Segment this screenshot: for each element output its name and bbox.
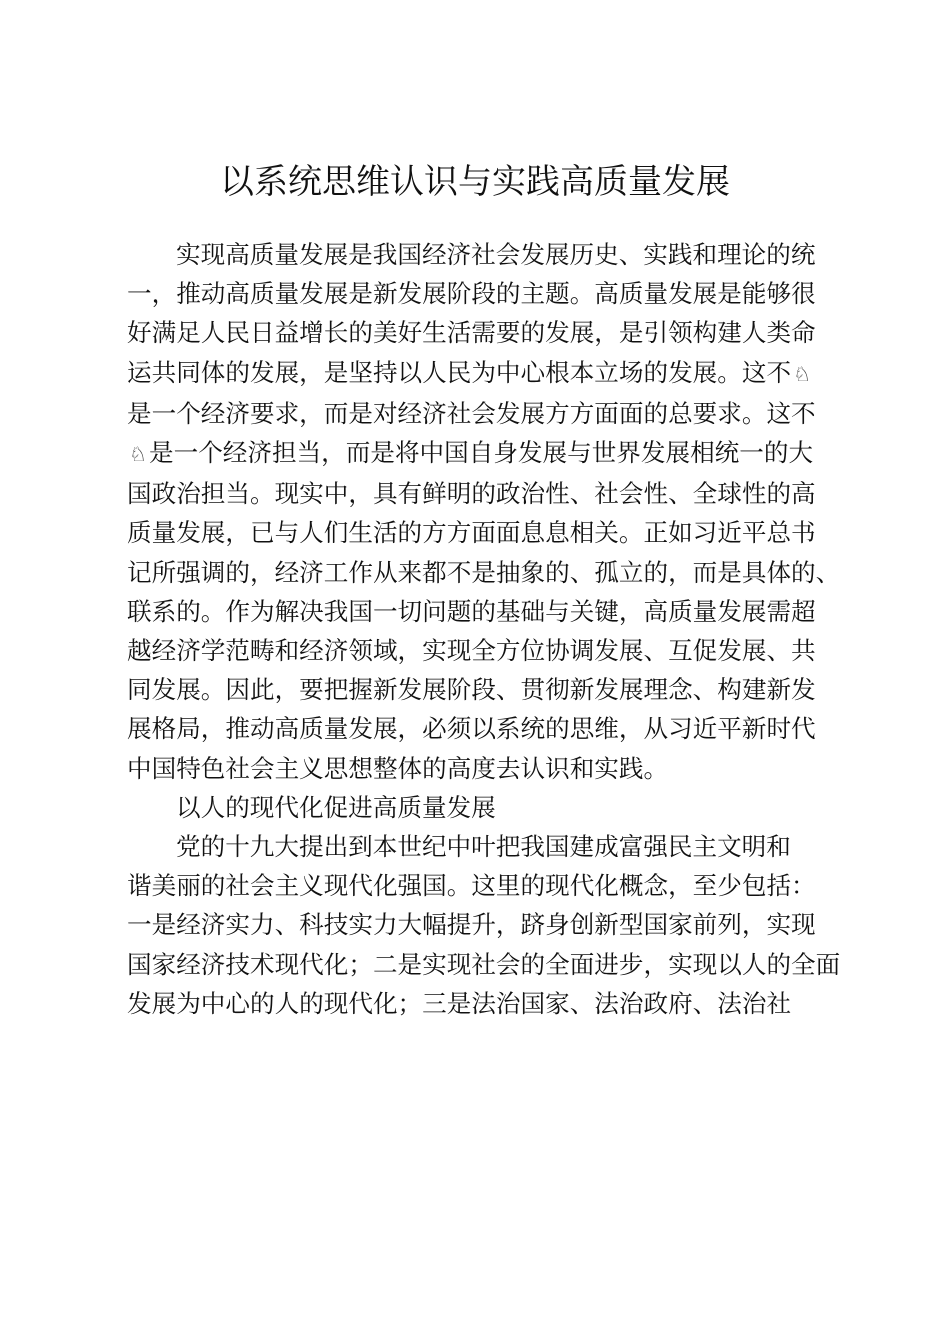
paragraph-line-text: 是一个经济担当，而是将中国自身发展与世界发展相统一的大 bbox=[149, 438, 814, 468]
paragraph-line: 展格局，推动高质量发展，必须以系统的思维，从习近平新时代 bbox=[127, 714, 816, 744]
paragraph-line: 国政治担当。现实中，具有鲜明的政治性、社会性、全球性的高 bbox=[127, 479, 816, 509]
paragraph-line: 党的十九大提出到本世纪中叶把我国建成富强民主文明和 bbox=[176, 832, 791, 862]
paragraph-line: 中国特色社会主义思想整体的高度去认识和实践。 bbox=[127, 753, 669, 783]
paragraph-line: 发展为中心的人的现代化；三是法治国家、法治政府、法治社 bbox=[127, 988, 792, 1018]
paragraph-line: 一，推动高质量发展是新发展阶段的主题。高质量发展是能够很 bbox=[127, 279, 816, 309]
paragraph-line-with-glyph bbox=[127, 353, 833, 394]
paragraph-line: 实现高质量发展是我国经济社会发展历史、实践和理论的统 bbox=[176, 240, 816, 269]
paragraph-line: 国家经济技术现代化；二是实现社会的全面进步，实现以人的全面 bbox=[127, 949, 841, 979]
paragraph-line: 联系的。作为解决我国一切问题的基础与关键，高质量发展需超 bbox=[127, 596, 816, 626]
paragraph-line: 同发展。因此，要把握新发展阶段、贯彻新发展理念、构建新发 bbox=[127, 675, 816, 705]
document-body bbox=[127, 235, 841, 1023]
paragraph-line: 谐美丽的社会主义现代化强国。这里的现代化概念，至少包括： bbox=[127, 871, 816, 901]
section-heading: 以人的现代化促进高质量发展 bbox=[176, 792, 496, 822]
paragraph-line: 质量发展，已与人们生活的方方面面息息相关。正如习近平总书 bbox=[127, 518, 816, 548]
paragraph-line: 是一个经济要求，而是对经济社会发展方方面面的总要求。这不 bbox=[127, 398, 816, 428]
knight-glyph-icon: ♘ bbox=[793, 361, 812, 386]
paragraph-line-with-glyph bbox=[127, 433, 833, 474]
paragraph-line: 越经济学范畴和经济领域，实现全方位协调发展、互促发展、共 bbox=[127, 636, 816, 666]
knight-glyph-icon: ♘ bbox=[129, 442, 147, 467]
paragraph-line: 好满足人民日益增长的美好生活需要的发展，是引领构建人类命 bbox=[127, 318, 816, 348]
paragraph-line: 一是经济实力、科技实力大幅提升，跻身创新型国家前列，实现 bbox=[127, 910, 816, 940]
document-title: 以系统思维认识与实践高质量发展 bbox=[220, 162, 730, 202]
paragraph-line-text: 运共同体的发展，是坚持以人民为中心根本立场的发展。这不 bbox=[127, 357, 792, 387]
paragraph-line: 记所强调的，经济工作从来都不是抽象的、孤立的，而是具体的、 bbox=[127, 557, 841, 587]
